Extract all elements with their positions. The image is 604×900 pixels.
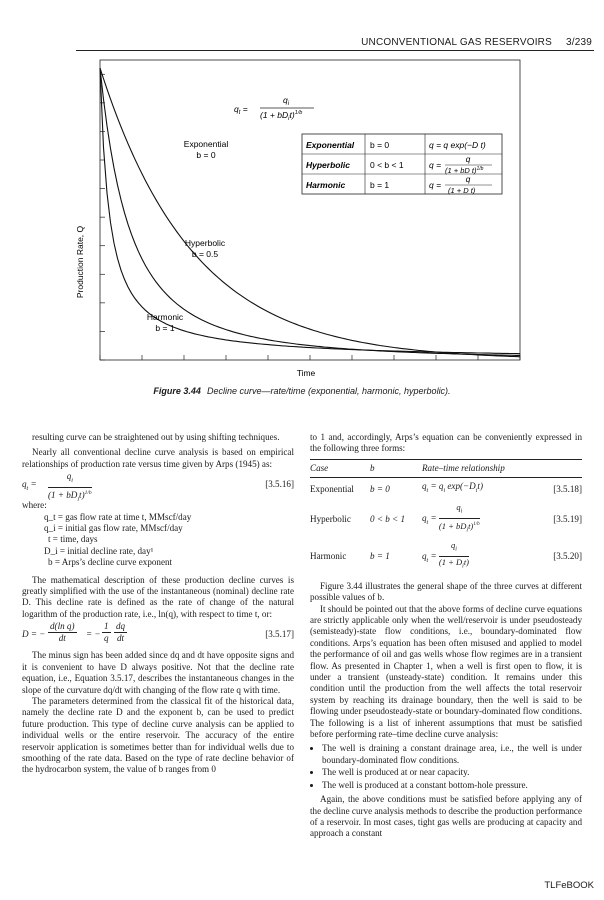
legend-num-hyperbolic: q [465,154,471,164]
sublabel-hyperbolic: b = 0.5 [191,249,219,259]
left-paragraph-2: Nearly all conventional decline curve analysis is based on empirical relationships of production rate versus time given by Arps (1945) as: [22,447,294,469]
table-header: Case [310,459,370,477]
table-cell: Harmonic [310,550,347,561]
table-row [310,478,582,501]
table-cell-formula: $q_t$ = $\frac{q_i}{(1 + D_it)}$ [422,540,470,570]
general-formula [234,95,314,122]
definition-item: D_i = initial decline rate, day¹ [44,545,154,556]
left-paragraph-4: The minus sign has been added since dq and dt have opposite signs and it is convenient to have D always positive. Not that the decline rate equation, i.e., Equation 3.5.17, describes the instantaneous changes in the slope of the curvature dq/dt with changing of the flow rate q with time. [22,650,294,695]
decline-curve-chart [70,52,540,382]
page-number: 3/239 [565,37,592,48]
table-cell-formula: $q_t = q_i$ $\exp(-D_it)$ [422,481,483,494]
rate-time-table [310,459,582,575]
definition-item: t = time, days [48,534,98,545]
footer-watermark: TLFeBOOK [544,880,594,891]
left-paragraph-1: resulting curve can be straightened out by using shifting techniques. [32,432,280,442]
table-header: Rate–time relationship [422,459,582,477]
legend-name-exponential: Exponential [306,140,355,150]
formula-lhs: $q_t$ = [234,104,248,116]
legend-name-harmonic: Harmonic [306,180,346,190]
label-hyperbolic: Hyperbolic [184,238,226,248]
list-item: • The well is produced at a constant bottom-hole pressure. [322,780,582,791]
variable-definitions [44,512,294,569]
legend-cond-harmonic: b = 1 [370,180,390,190]
legend-eq-harmonic: q = [429,180,442,190]
assumptions-list [310,743,582,791]
table-cell: Hyperbolic [310,513,351,524]
legend-num-harmonic: q [465,174,471,184]
table-header-row [310,459,582,477]
figure-number: Figure 3.44 [153,386,201,396]
table-cell: [3.5.19] [553,513,582,524]
equation-3-5-17: D = − $\frac{\text{d(ln q)}}{dt}$ = − $\frac{1}{q}$ $\frac{dq}{dt}$ [3.5.17] [22,621,294,644]
header-rule [76,50,594,51]
table-cell: b = 0 [370,483,390,494]
table-cell-formula: $q_t$ = $\frac{q_i}{(1 + bD_it)^{1/b}}$ [422,502,480,534]
definition-item: b = Arps’s decline curve exponent [48,557,173,568]
where-label: where: [22,500,47,511]
legend-name-hyperbolic: Hyperbolic [306,160,350,170]
definition-item: q_t = gas flow rate at time t, MMscf/day [44,511,192,522]
header-title: UNCONVENTIONAL GAS RESERVOIRS [361,37,552,48]
left-paragraph-5: The parameters determined from the classical fit of the historical data, namely the decline rate D and the exponent b, can be used to predict future production. This type of decline curve analysis can be applied to individual wells or the entire reservoir. The accuracy of the entire reservoir application is sometimes better than for individual wells due to smoothing of the rate data. Based on the type of rate decline behavior of the hydrocarbon system, the value of b ranges from 0 [22,695,294,775]
legend-den-hyperbolic: (1 + bD t)$^{1/b}$ [445,166,484,175]
y-axis-label: Production Rate, Q [75,225,85,299]
table-cell: b = 1 [370,550,390,561]
formula-denominator: $(1 + bD_it)^{1/b}$ [260,110,303,122]
right-paragraph-3: It should be pointed out that the above forms of decline curve equations are strictly applicable only when the well/reservoir is under pseudosteady (semisteady)-state flow conditions, i.e., boundary-dominated flow conditions. Arps’s equation has been often misused and applied to model the performance of oil and gas wells whose flow regimes are in a transient flow. As presented in Chapter 1, when a well is first open to flow, it is under a transient (unsteady-state) condition. It remains under this condition until the production from the well affects the total reservoir system by reaching its drainage boundary, then the well is said to be flowing under pseudosteady-state or boundary-dominated flow conditions. The following is a list of inherent assumptions that must be satisfied before performing rate–time decline curve analysis: [310,603,582,740]
formula-numerator: $q_i$ [282,95,290,107]
right-paragraph-1: to 1 and, accordingly, Arps’s equation can be conveniently expressed in the following three forms: [310,432,582,454]
list-item: • The well is produced at or near capacity. [322,767,582,778]
table-cell: 0 < b < 1 [370,513,406,524]
eq-number-3-5-16: [3.5.16] [265,479,294,490]
table-cell: [3.5.18] [553,483,582,494]
table-cell: Exponential [310,483,354,494]
table-header: b [370,459,422,477]
legend-eq-hyperbolic: q = [429,160,442,170]
caption-text: Decline curve—rate/time (exponential, harmonic, hyperbolic). [206,386,451,396]
right-paragraph-4: Again, the above conditions must be satisfied before applying any of the decline curve analysis methods to describe the production performance of a reservoir. In most cases, tight gas wells are producing at capacity and approach a constant [310,794,582,839]
legend-table [302,134,502,195]
legend-cond-hyperbolic: 0 < b < 1 [370,160,404,170]
list-item: • The well is draining a constant drainage area, i.e., the well is under boundary-dominated flow conditions. [322,743,582,766]
right-paragraph-2: Figure 3.44 illustrates the general shape of the three curves at different possible values of b. [310,580,582,603]
definition-item: q_i = initial gas flow rate, MMscf/day [44,523,183,534]
sublabel-exponential: b = 0 [196,150,216,160]
legend-rel-exponential: q = q exp(−D t) [429,140,486,150]
legend-cond-exponential: b = 0 [370,140,390,150]
legend-den-harmonic: (1 + D t) [448,186,476,195]
table-row [310,538,582,574]
table-row [310,500,582,538]
sublabel-harmonic: b = 1 [155,323,175,333]
equation-3-5-16: $q_t$ = $q_i$ $(1 + bD_it)^{1/b}$ [3.5.16] [22,471,294,503]
eq-number-3-5-17: [3.5.17] [265,629,294,640]
x-ticks [100,355,520,360]
table-cell: [3.5.20] [553,550,582,561]
label-exponential: Exponential [183,139,229,149]
figure-caption [0,386,604,396]
running-header [361,37,592,48]
x-axis-label: Time [296,368,316,378]
left-column [22,432,294,776]
left-paragraph-3: The mathematical description of these production decline curves is greatly simplified with the use of the instantaneous (nominal) decline rate D. This decline rate is defined as the rate of change of the natural logarithm of the production rate, i.e., ln(q), with respect to time t, or: [22,574,294,619]
right-column [310,432,582,840]
label-harmonic: Harmonic [146,312,184,322]
